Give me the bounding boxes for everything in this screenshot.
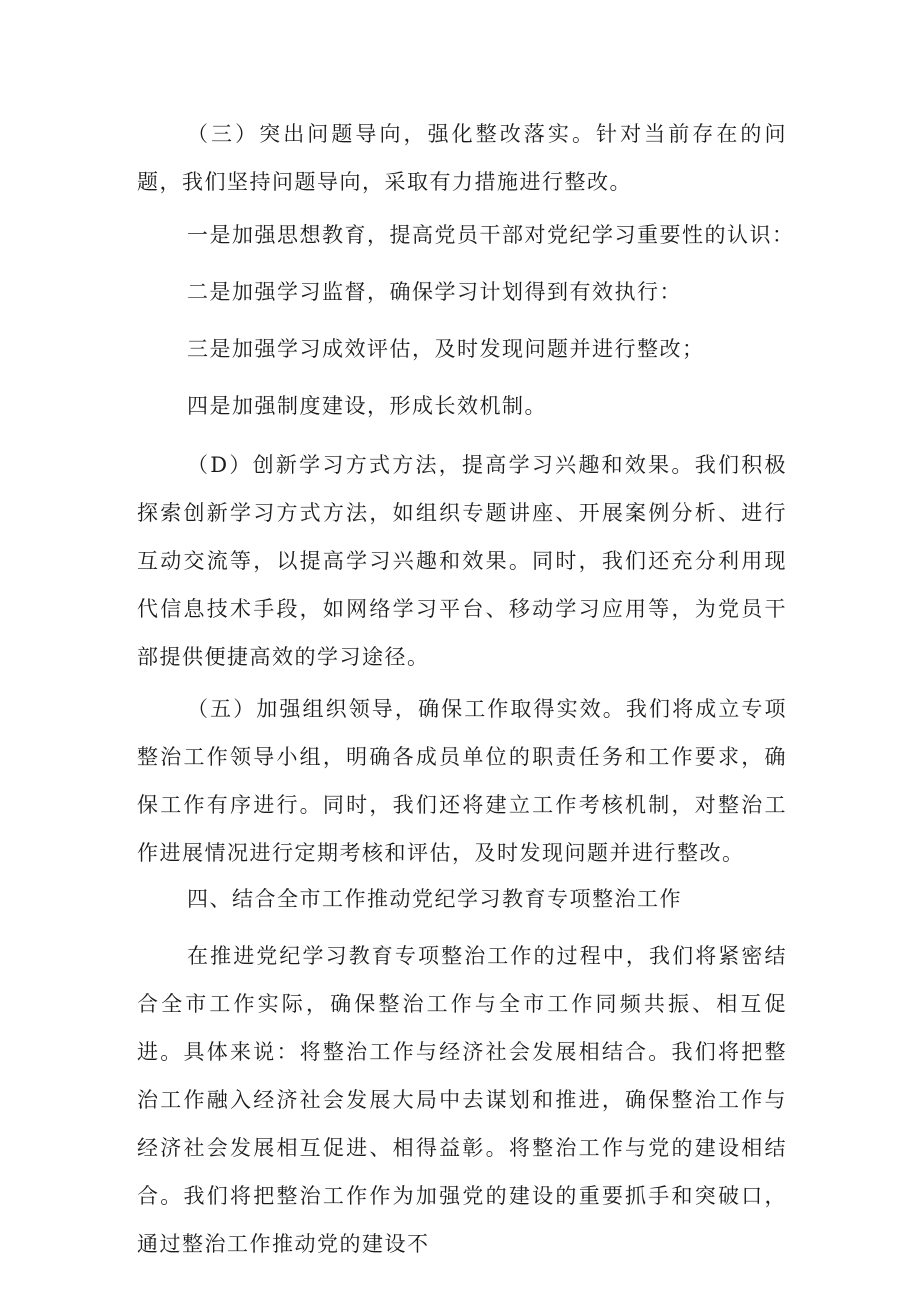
section-3-paragraph: （三）突出问题导向，强化整改落实。针对当前存在的问题，我们坚持问题导向，采取有力措施进行整改。	[137, 122, 787, 194]
list-item-4: 四是加强制度建设，形成长效机制。	[187, 394, 547, 418]
section-4-paragraph: （D）创新学习方式方法，提高学习兴趣和效果。我们积极探索创新学习方式方法，如组织专题讲座、开展案例分析、进行互动交流等，以提高学习兴趣和效果。同时，我们还充分利用现代信息技术手段，如网络学习平台、移动学习应用等，为党员干部提供便捷高效的学习途径。	[137, 453, 787, 669]
part-4-paragraph: 在推进党纪学习教育专项整治工作的过程中，我们将紧密结合全市工作实际，确保整治工作与全市工作同频共振、相互促进。具体来说：将整治工作与经济社会发展相结合。我们将把整治工作融入经济社会发展大局中去谋划和推进，确保整治工作与经济社会发展相互促进、相得益彰。将整治工作与党的建设相结合。我们将把整治工作作为加强党的建设的重要抓手和突破口，通过整治工作推动党的建设不	[137, 944, 787, 1256]
list-item-3: 三是加强学习成效评估，及时发现问题并进行整改；	[187, 337, 705, 361]
section-5-paragraph: （五）加强组织领导，确保工作取得实效。我们将成立专项整治工作领导小组，明确各成员单位的职责任务和工作要求，确保工作有序进行。同时，我们还将建立工作考核机制，对整治工作进展情况进行定期考核和评估，及时发现问题并进行整改。	[137, 697, 787, 865]
part-4-heading: 四、结合全市工作推动党纪学习教育专项整治工作	[187, 887, 682, 911]
list-item-1: 一是加强思想教育，提高党员干部对党纪学习重要性的认识：	[187, 223, 795, 247]
list-item-2: 二是加强学习监督，确保学习计划得到有效执行：	[187, 280, 682, 304]
